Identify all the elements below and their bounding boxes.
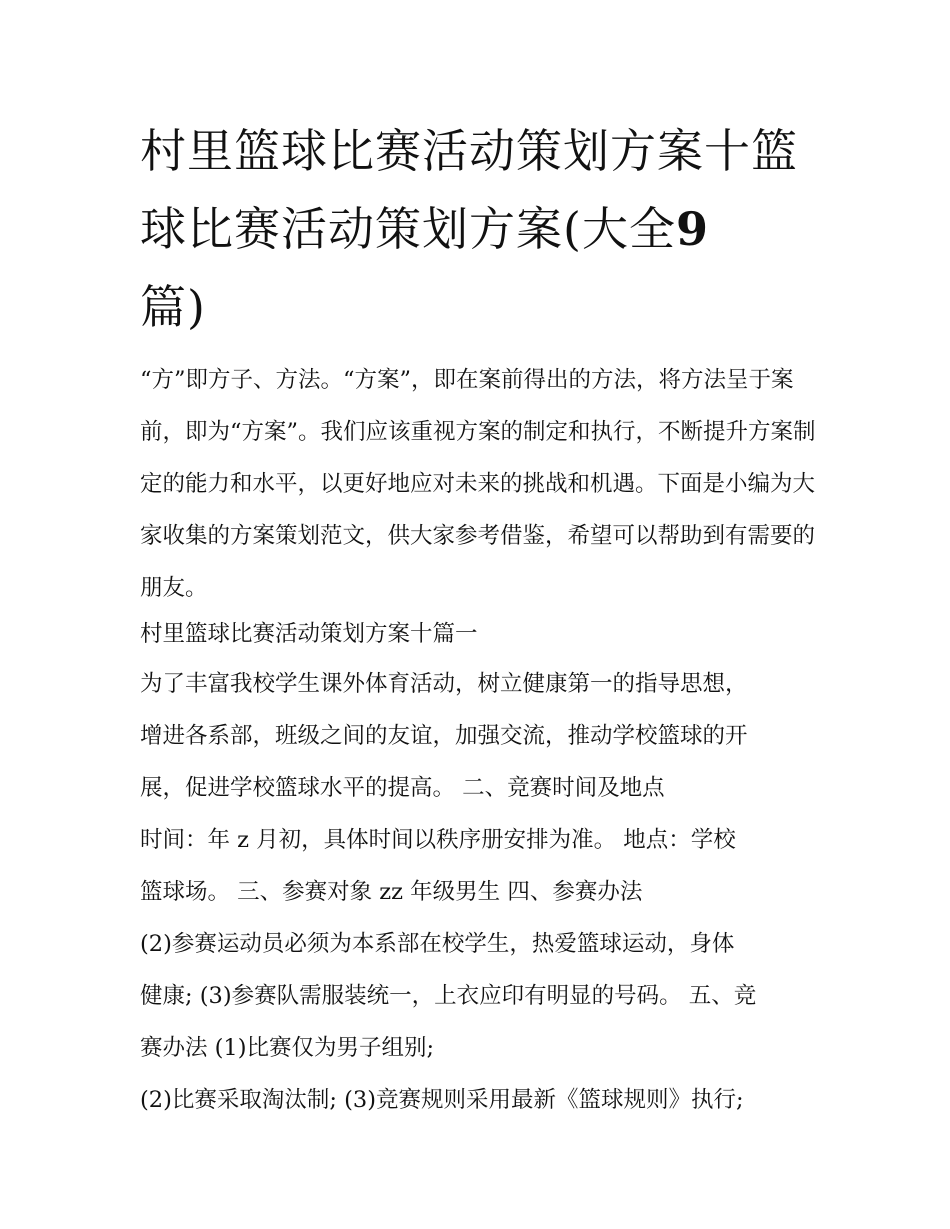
text-line: 时间：年 z 月初，具体时间以秩序册安排为准。 地点：学校 <box>140 827 736 853</box>
title-text: 村里篮球比赛活动策划方案十篮球比赛活动策划方案(大全 <box>140 124 798 256</box>
text-line: (2)参赛运动员必须为本系部在校学生，热爱篮球运动，身体 <box>140 931 735 957</box>
section-heading: 村里篮球比赛活动策划方案十篇一 <box>140 621 478 647</box>
document-title <box>140 112 820 346</box>
title-text-end: 篇) <box>140 280 206 334</box>
intro-paragraph: “方”即方子、方法。“方案”，即在案前得出的方法，将方法呈于案前，即为“方案”。我们应该重视方案的制定和执行，不断提升方案制定的能力和水平，以更好地应对未来的挑战和机遇。下面是小编为大家收集的方案策划范文，供大家参考借鉴，希望可以帮助到有需要的朋友。 <box>140 367 816 601</box>
title-number: 9 <box>675 202 709 256</box>
text-line: 健康; (3)参赛队需服装统一，上衣应印有明显的号码。 五、竞 <box>140 983 757 1009</box>
text-line: (2)比赛采取淘汰制; (3)竞赛规则采用最新《篮球规则》执行; <box>140 1087 744 1113</box>
text-line: 增进各系部，班级之间的友谊，加强交流，推动学校篮球的开 <box>140 723 748 749</box>
text-line: 篮球场。 三、参赛对象 zz 年级男生 四、参赛办法 <box>140 879 643 905</box>
text-line: 展，促进学校篮球水平的提高。 二、竞赛时间及地点 <box>140 775 665 801</box>
text-line: 赛办法 (1)比赛仅为男子组别; <box>140 1035 435 1061</box>
body-text <box>140 658 820 1126</box>
text-line: 为了丰富我校学生课外体育活动，树立健康第一的指导思想， <box>140 671 748 697</box>
